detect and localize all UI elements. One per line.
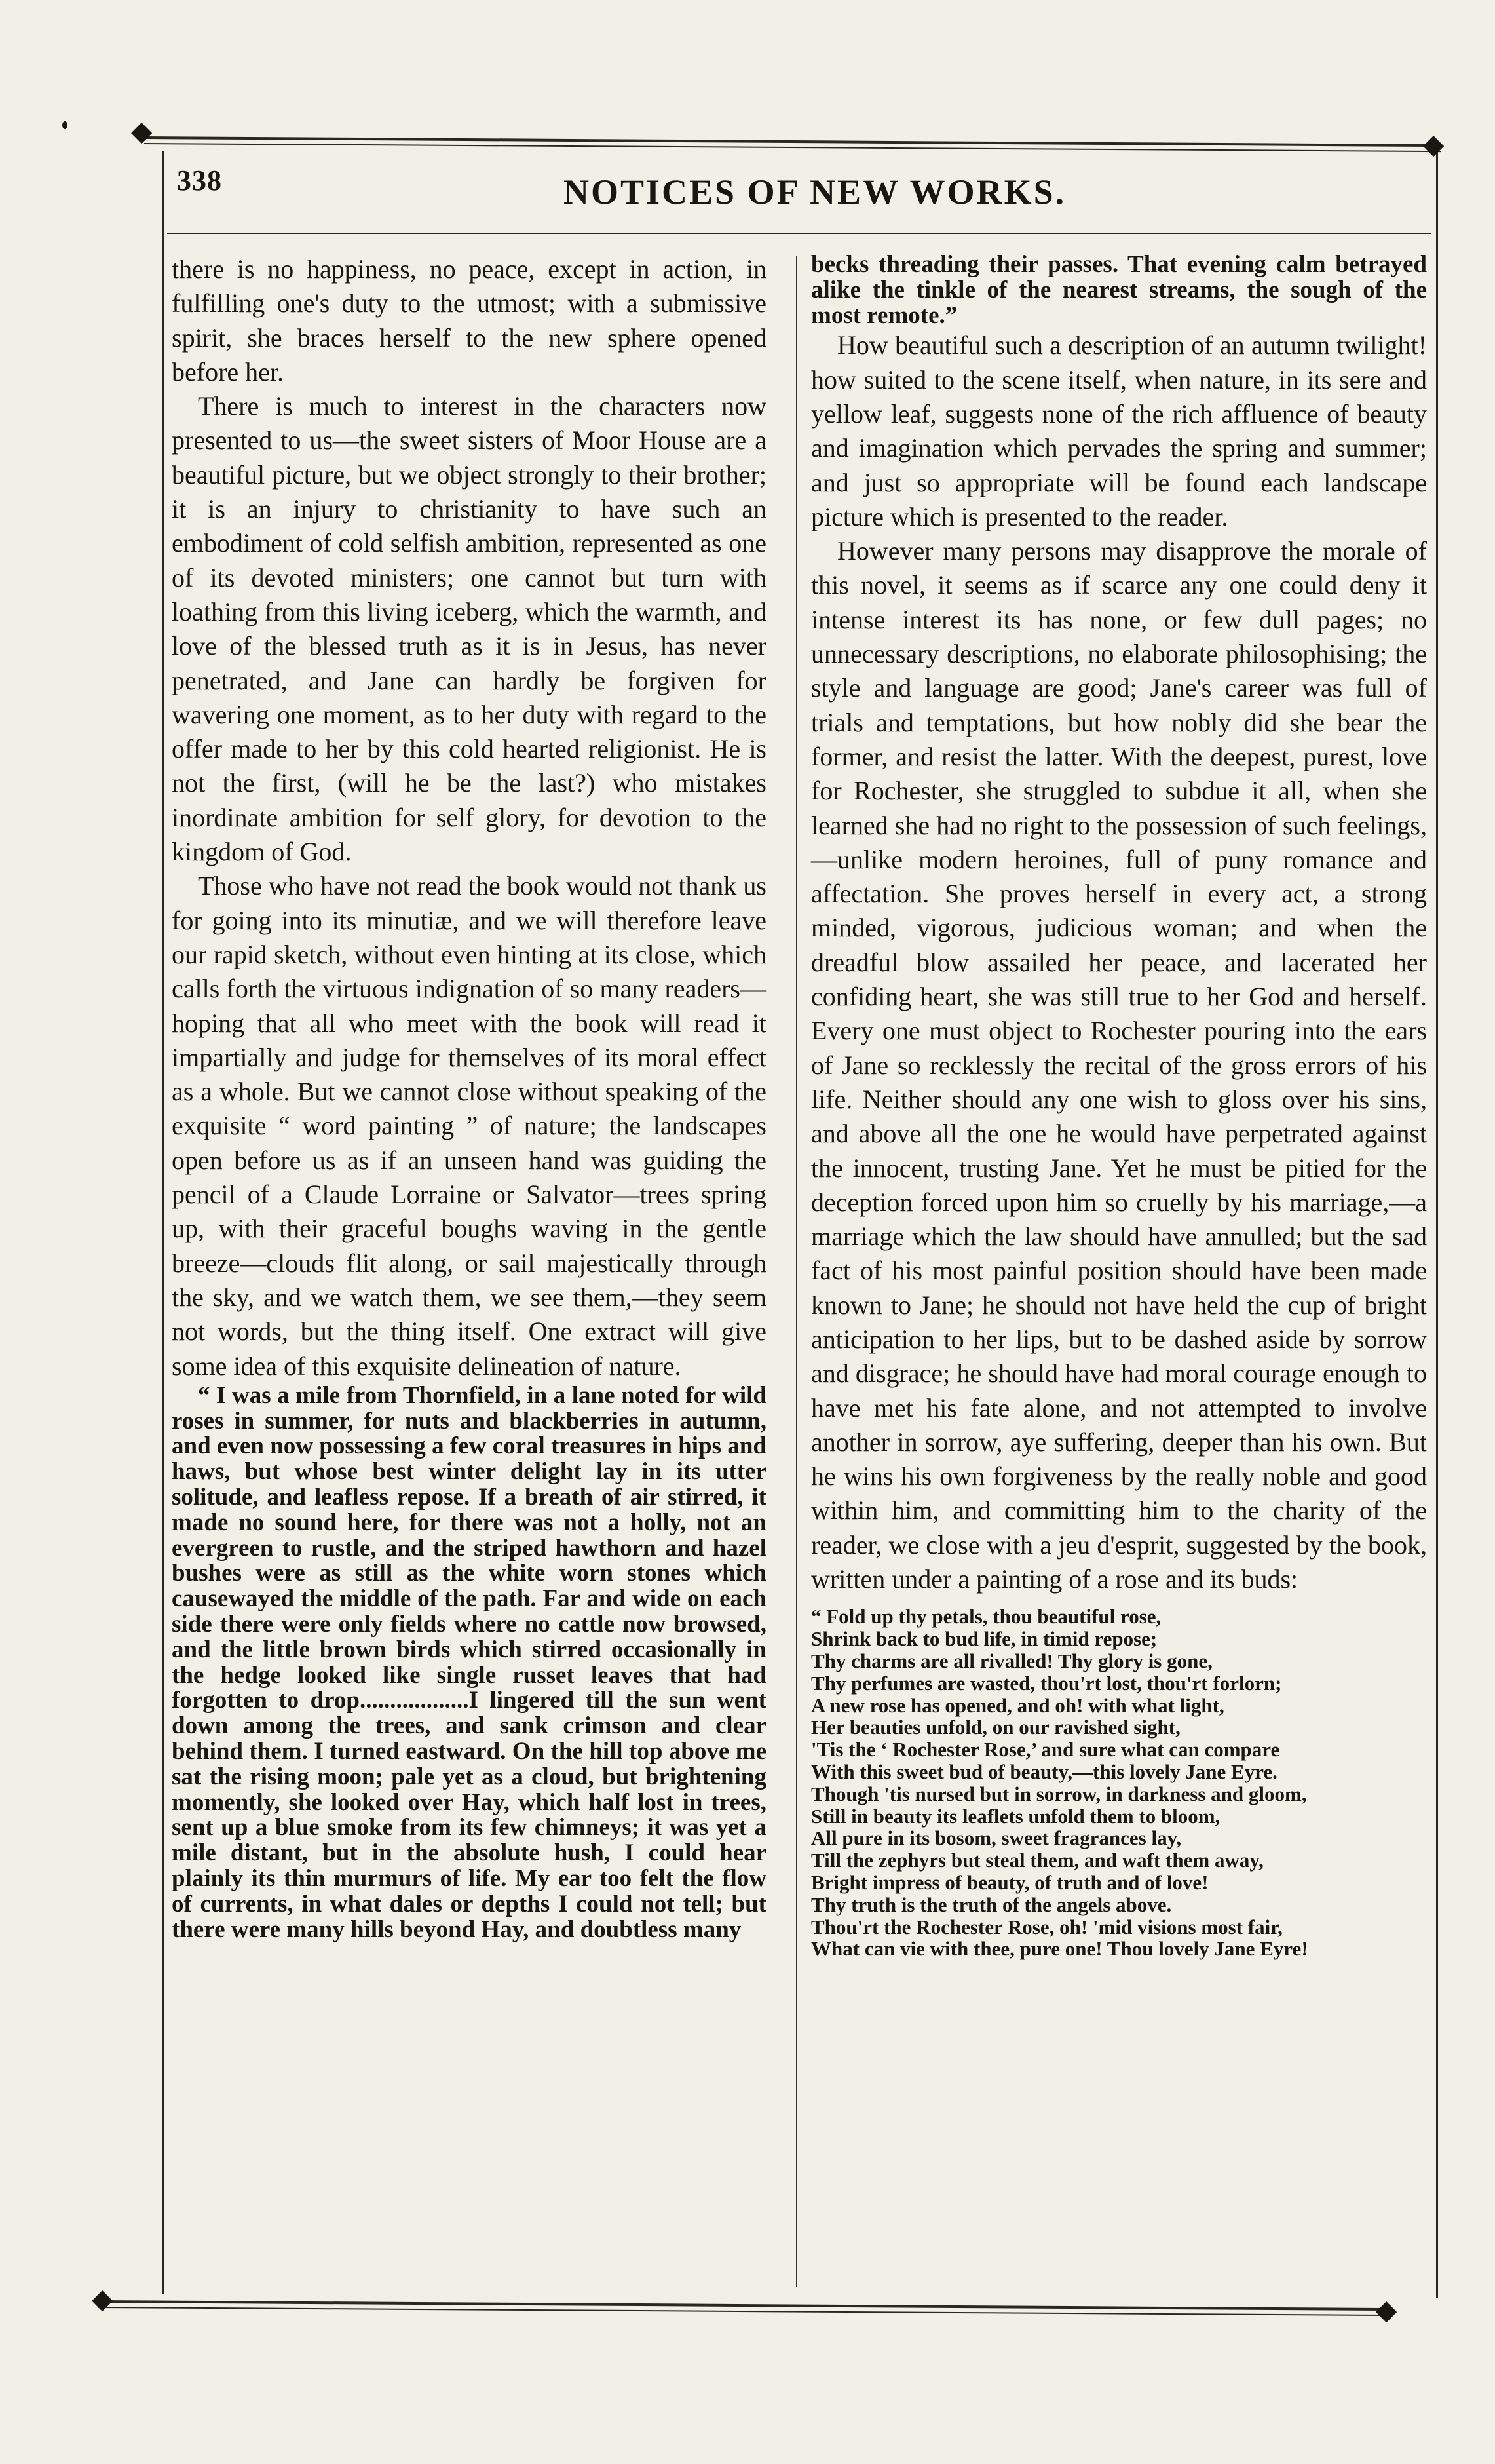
poem-line: Bright impress of beauty, of truth and of love! xyxy=(811,1870,1209,1894)
poem-line: Still in beauty its leaflets unfold them to bloom, xyxy=(811,1804,1221,1828)
left-column xyxy=(172,252,766,1942)
column-divider xyxy=(796,256,797,2287)
frame-right-rule xyxy=(1436,152,1438,2298)
poem-line: Thy charms are all rivalled! Thy glory is gone, xyxy=(811,1649,1213,1672)
ink-speck xyxy=(62,121,67,129)
poem-line: All pure in its bosom, sweet fragrances lay, xyxy=(811,1826,1182,1850)
poem-line: Thy truth is the truth of the angels above. xyxy=(811,1893,1172,1916)
poem-line: With this sweet bud of beauty,—this lovely Jane Eyre. xyxy=(811,1760,1277,1783)
corner-ornament-icon: ◆ xyxy=(1423,130,1445,160)
poem-line: 'Tis the ‘ Rochester Rose,’ and sure what can compare xyxy=(811,1738,1280,1761)
poem-line: Thy perfumes are wasted, thou'rt lost, thou'rt forlorn; xyxy=(811,1671,1282,1695)
paragraph: There is much to interest in the characters now presented to us—the sweet sisters of Moor House are a beautiful picture, but we object strongly to their brother; it is an injury to christianity to have such an embodiment of cold selfish ambition, represented as one of its devoted ministers; one cannot but turn with loathing from this living iceberg, which the warmth, and love of the blessed truth as it is in Jesus, has never penetrated, and Jane can hardly be forgiven for wavering one moment, as to her duty with regard to the offer made to her by this cold hearted religionist. He is not the first, (will he be the last?) who mistakes inordinate ambition for self glory, for devotion to the kingdom of God. xyxy=(172,391,766,867)
frame-left-rule xyxy=(162,151,164,2294)
poem-line: Shrink back to bud life, in timid repose; xyxy=(811,1627,1158,1651)
poem-line: “ Fold up thy petals, thou beautiful rose, xyxy=(811,1605,1162,1628)
running-head: NOTICES OF NEW WORKS. xyxy=(563,172,1067,212)
paragraph: How beautiful such a description of an autumn twilight! how suited to the scene itself, when nature, in its sere and yellow leaf, suggests none of the rich affluence of beauty and imagination which pervades the spring and summer; and just so appropriate will be found each landscape picture which is presented to the reader. xyxy=(811,330,1427,531)
paragraph: there is no happiness, no peace, except in action, in fulfilling one's duty to the utmost; with a submissive spirit, she braces herself to the new sphere opened before her. xyxy=(172,254,766,387)
corner-ornament-icon: ◆ xyxy=(1376,2296,1397,2326)
header-divider xyxy=(167,233,1431,234)
paragraph: However many persons may disapprove the morale of this novel, it seems as if scarce any one could deny it intense interest its has none, or few dull pages; no unnecessary descriptions, no elaborate philosophising; the style and language are good; Jane's career was full of trials and temptations, but how nobly did she bear the former, and resist the latter. With the deepest, purest, love for Rochester, she struggled to subdue it all, when she learned she had no right to the possession of such feelings,—unlike modern heroines, full of puny romance and affectation. She proves herself in every act, a strong minded, vigorous, judicious woman; and when the dreadful blow assailed her peace, and lacerated her confiding heart, she was still true to her God and herself. Every one must object to Rochester pouring into the ears of Jane so recklessly the recital of the gross errors of his life. Neither should any one wish to gloss over his sins, and above all the one he would have perpetrated against the innocent, trusting Jane. Yet he must be pitied for the deception forced upon him so cruelly by his marriage,—a marriage which the law should have annulled; but the sad fact of his most painful position should have been made known to Jane; he should not have held the cup of bright anticipation to her lips, but to be dashed aside by sorrow and disgrace; he should have had moral courage enough to have met his fate alone, and not attempted to involve another in sorrow, aye suffering, deeper than his own. But he wins his own forgiveness by the really noble and good within him, and committing him to the charity of the reader, we close with a jeu d'esprit, suggested by the book, written under a painting of a rose and its buds: xyxy=(811,536,1427,1594)
poem-line: What can vie with thee, pure one! Thou lovely Jane Eyre! xyxy=(811,1937,1308,1961)
poem xyxy=(811,1606,1427,1960)
corner-ornament-icon: ◆ xyxy=(92,2284,113,2315)
paragraph: Those who have not read the book would not thank us for going into its minutiæ, and we will therefore leave our rapid sketch, without even hinting at its close, which calls forth the virtuous indignation of so many readers—hoping that all who meet with the book will read it impartially and judge for themselves of its moral effect as a whole. But we cannot close without speaking of the exquisite “ word painting ” of nature; the landscapes open before us as if an unseen hand was guiding the pencil of a Claude Lorraine or Salvator—trees spring up, with their graceful boughs waving in the gentle breeze—clouds flit along, or sail majestically through the sky, and we watch them, we see them,—they seem not words, but the thing itself. One extract will give some idea of this exquisite delineation of nature. xyxy=(172,871,766,1381)
poem-line: Till the zephyrs but steal them, and waft them away, xyxy=(811,1849,1264,1872)
poem-line: Though 'tis nursed but in sorrow, in darkness and gloom, xyxy=(811,1782,1307,1805)
poem-line: Thou'rt the Rochester Rose, oh! 'mid visions most fair, xyxy=(811,1915,1283,1938)
block-quote: “ I was a mile from Thornfield, in a lane noted for wild roses in summer, for nuts and blackberries in autumn, and even now possessing a few coral treasures in hips and haws, but whose best winter delight lay in its utter solitude, and leafless repose. If a breath of air stirred, it made no sound here, for there was not a holly, not an evergreen to rustle, and the striped hawthorn and hazel bushes were as still as the white worn stones which causewayed the middle of the path. Far and wide on each side there were only fields where no cattle now browsed, and the little brown birds which stirred occasionally in the hedge looked like single russet leaves that had forgotten to drop..................I lingered till the sun went down among the trees, and sank crimson and clear behind them. I turned eastward. On the hill top above me sat the rising moon; pale yet as a cloud, but brightening momently, she looked over Hay, which half lost in trees, sent up a blue smoke from its few chimneys; it was yet a mile distant, but in the absolute hush, I could hear plainly its thin murmurs of life. My ear too felt the flow of currents, in what dales or depths I could not tell; but there were many hills beyond Hay, and doubtless many xyxy=(172,1381,766,1943)
right-column xyxy=(811,252,1427,1960)
poem-line: A new rose has opened, and oh! with what light, xyxy=(811,1693,1224,1717)
page-number: 338 xyxy=(177,164,222,197)
poem-line: Her beauties unfold, on our ravished sight, xyxy=(811,1716,1181,1739)
block-quote-continued: becks threading their passes. That evening calm betrayed alike the tinkle of the nearest streams, the sough of the most remote.” xyxy=(811,251,1427,329)
corner-ornament-icon: ◆ xyxy=(131,117,153,147)
